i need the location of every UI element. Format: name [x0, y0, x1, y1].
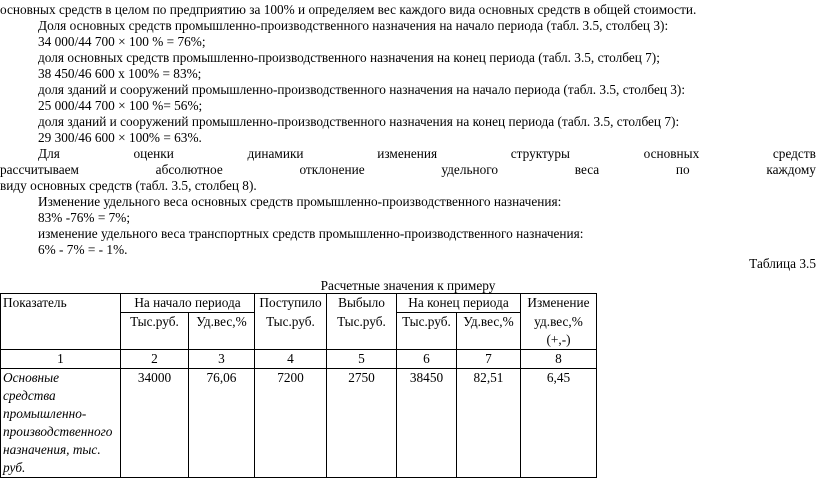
- column-subheader: Тыс.руб.: [327, 313, 397, 332]
- column-number: 6: [397, 350, 457, 369]
- table-cell: 6,45: [521, 369, 597, 478]
- word: структуры: [510, 146, 570, 161]
- column-subheader: Уд.вес,%: [457, 313, 521, 332]
- word: рассчитываем: [0, 162, 79, 177]
- column-number: 3: [189, 350, 255, 369]
- paragraph-line: изменение удельного веса транспортных средств промышленно-производственного назначения:: [38, 226, 584, 241]
- table-cell: 82,51: [457, 369, 521, 478]
- word: удельного: [441, 162, 499, 177]
- paragraph-line: Изменение удельного веса основных средств промышленно-производственного назначения:: [38, 194, 562, 209]
- formula-line: 25 000/44 700 × 100 %= 56%;: [38, 98, 203, 113]
- word: абсолютное: [155, 162, 223, 177]
- column-subheader: Тыс.руб.: [397, 313, 457, 332]
- table-cell: 2750: [327, 369, 397, 478]
- paragraph-line: основных средств в целом по предприятию за 100% и определяем вес каждого вида основных средств в общей стоимости.: [0, 2, 697, 17]
- word: динамики: [247, 146, 304, 161]
- column-number: 7: [457, 350, 521, 369]
- word: оценки: [133, 146, 174, 161]
- paragraph-line: Доля основных средств промышленно-производственного назначения на начало периода (табл. 3.5, столбец 3):: [38, 18, 669, 33]
- column-number: 5: [327, 350, 397, 369]
- paragraph-line: виду основных средств (табл. 3.5, столбец 8).: [0, 178, 257, 193]
- table-cell: 7200: [255, 369, 327, 478]
- column-number: 2: [121, 350, 189, 369]
- table-caption: Расчетные значения к примеру: [320, 278, 496, 293]
- column-number-row: [1, 350, 597, 369]
- column-number: 8: [521, 350, 597, 369]
- data-table: [0, 293, 597, 478]
- column-subheader: Тыс.руб.: [121, 313, 189, 332]
- column-header: Изменение: [521, 294, 597, 313]
- row-label: Основные средства промышленно- производственного назначения, тыс. руб.: [1, 369, 121, 478]
- column-number: 1: [1, 350, 121, 369]
- column-header: Показатель: [1, 294, 121, 313]
- word: изменения: [377, 146, 438, 161]
- paragraph-line: доля основных средств промышленно-производственного назначения на конец периода (табл. 3.5, столбец 7);: [38, 50, 660, 65]
- table-row: [1, 369, 597, 478]
- column-subheader: (+,-): [521, 331, 597, 350]
- column-subheader: уд.вес,%: [521, 313, 597, 332]
- table-label: Таблица 3.5: [749, 256, 816, 271]
- paragraph-line: доля зданий и сооружений промышленно-производственного назначения на начало периода (табл. 3.5, столбец 3):: [38, 82, 686, 97]
- table-cell: 38450: [397, 369, 457, 478]
- column-subheader: Тыс.руб.: [255, 313, 327, 332]
- formula-line: 34 000/44 700 × 100 % = 76%;: [38, 34, 206, 49]
- word: средств: [772, 146, 816, 161]
- formula-line: 6% - 7% = - 1%.: [38, 242, 128, 257]
- table-cell: 34000: [121, 369, 189, 478]
- formula-line: 83% -76% = 7%;: [38, 210, 131, 225]
- justified-line: [0, 146, 816, 162]
- word: веса: [574, 162, 600, 177]
- paragraph-line: доля зданий и сооружений промышленно-производственного назначения на конец периода (табл. 3.5, столбец 7):: [38, 114, 680, 129]
- table-header-row: [1, 294, 597, 313]
- table-subheader-row: [1, 313, 597, 332]
- column-header: На конец периода: [397, 294, 521, 313]
- column-header: Выбыло: [327, 294, 397, 313]
- column-header: Поступило: [255, 294, 327, 313]
- table-cell: 76,06: [189, 369, 255, 478]
- column-header: На начало периода: [121, 294, 255, 313]
- formula-line: 29 300/46 600 × 100% = 63%.: [38, 130, 202, 145]
- formula-line: 38 450/46 600 х 100% = 83%;: [38, 66, 202, 81]
- word: основных: [643, 146, 700, 161]
- column-number: 4: [255, 350, 327, 369]
- word: каждому: [766, 162, 816, 177]
- column-subheader: Уд.вес,%: [189, 313, 255, 332]
- word: отклонение: [299, 162, 365, 177]
- justified-line: [0, 162, 816, 178]
- word: Для: [38, 146, 60, 161]
- word: по: [675, 162, 690, 177]
